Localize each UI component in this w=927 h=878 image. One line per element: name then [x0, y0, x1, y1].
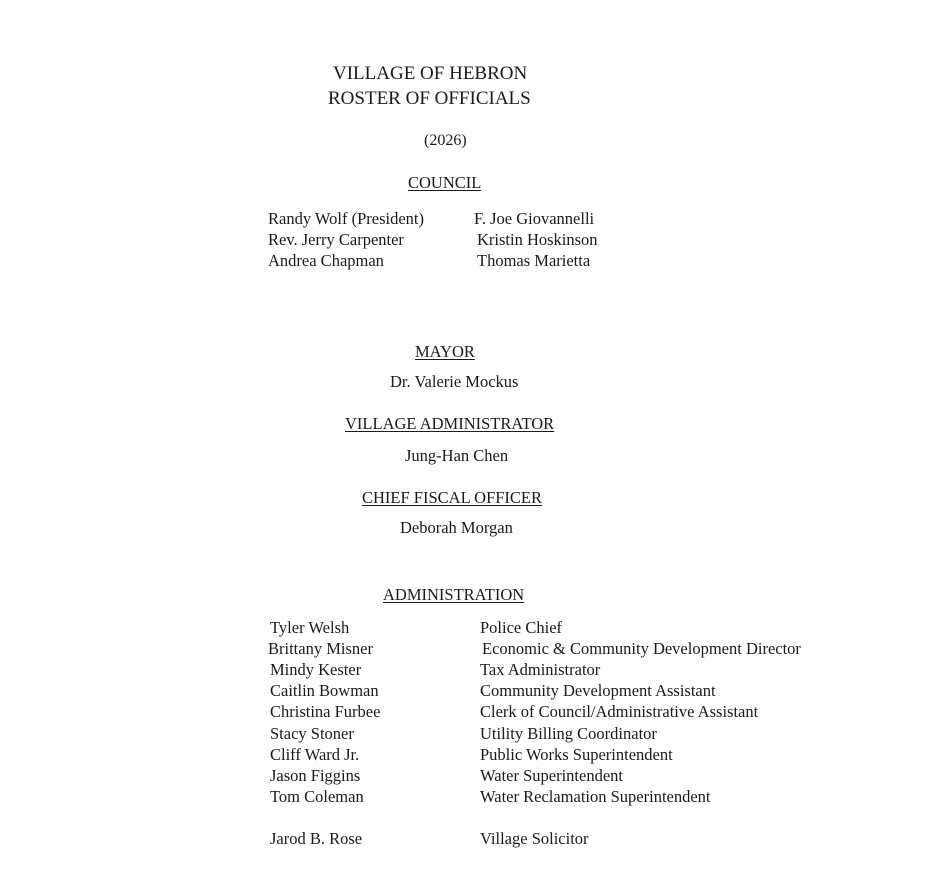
staff-name: Jason Figgins	[270, 766, 361, 785]
staff-name: Stacy Stoner	[270, 724, 354, 743]
staff-title: Public Works Superintendent	[480, 745, 673, 764]
staff-name: Cliff Ward Jr.	[270, 745, 360, 764]
staff-name: Caitlin Bowman	[270, 681, 379, 700]
village-administrator-name: Jung-Han Chen	[405, 446, 509, 465]
council-heading: COUNCIL	[408, 173, 482, 192]
chief-fiscal-officer-name: Deborah Morgan	[400, 518, 513, 537]
chief-fiscal-officer-heading: CHIEF FISCAL OFFICER	[362, 488, 543, 507]
mayor-name: Dr. Valerie Mockus	[390, 372, 519, 391]
council-member: Kristin Hoskinson	[477, 230, 598, 249]
document-title-line1: VILLAGE OF HEBRON	[333, 63, 528, 84]
document-year: (2026)	[424, 132, 467, 149]
staff-title: Water Reclamation Superintendent	[480, 787, 711, 806]
staff-title: Village Solicitor	[480, 829, 589, 848]
council-member: F. Joe Giovannelli	[474, 209, 595, 228]
staff-name: Christina Furbee	[270, 702, 381, 721]
staff-title: Economic & Community Development Director	[482, 639, 801, 658]
administration-heading: ADMINISTRATION	[383, 585, 525, 604]
staff-title: Water Superintendent	[480, 766, 623, 785]
document-title-line2: ROSTER OF OFFICIALS	[328, 88, 531, 109]
council-member: Randy Wolf (President)	[268, 209, 425, 228]
staff-name: Tom Coleman	[270, 787, 364, 806]
staff-title: Clerk of Council/Administrative Assistant	[480, 702, 759, 721]
staff-title: Community Development Assistant	[480, 681, 716, 700]
council-member: Andrea Chapman	[268, 251, 384, 270]
staff-name: Brittany Misner	[268, 639, 373, 658]
mayor-heading: MAYOR	[415, 342, 475, 361]
council-member: Rev. Jerry Carpenter	[268, 230, 404, 249]
village-administrator-heading: VILLAGE ADMINISTRATOR	[345, 414, 555, 433]
council-member: Thomas Marietta	[477, 251, 591, 270]
staff-name: Mindy Kester	[270, 660, 362, 679]
staff-title: Tax Administrator	[480, 660, 601, 679]
staff-name: Tyler Welsh	[270, 618, 350, 637]
staff-title: Utility Billing Coordinator	[480, 724, 657, 743]
staff-title: Police Chief	[480, 618, 563, 637]
staff-name: Jarod B. Rose	[270, 829, 363, 848]
